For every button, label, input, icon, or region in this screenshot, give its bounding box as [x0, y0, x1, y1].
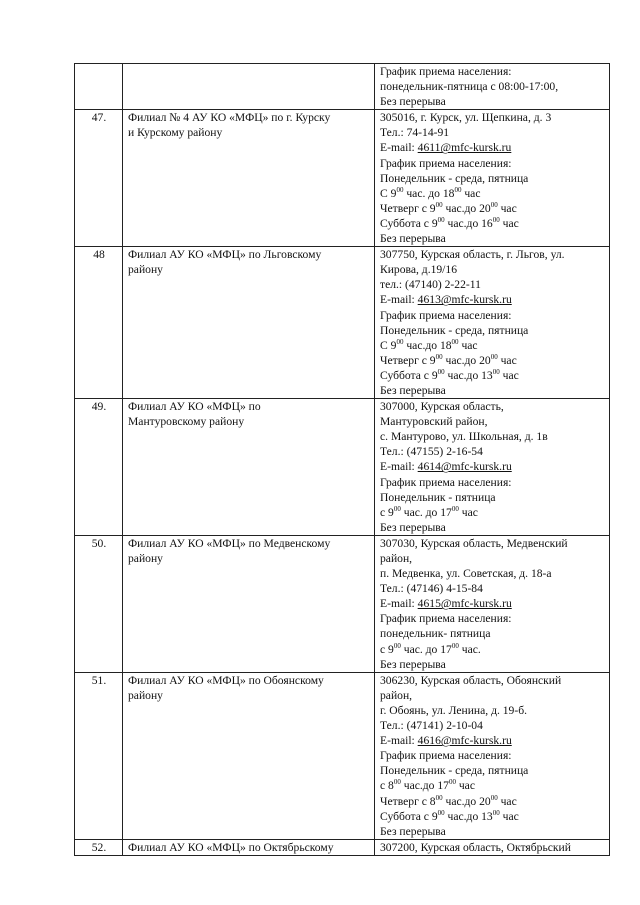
hours-start: с 9 — [380, 642, 394, 656]
hours-start-minutes: 00 — [396, 185, 404, 194]
branch-info-cell — [375, 110, 610, 247]
break-line: Без перерыва — [380, 657, 446, 671]
hours-start: Суббота с 9 — [380, 809, 438, 823]
row-number-cell — [75, 672, 123, 839]
hours-start: Четверг с 9 — [380, 353, 436, 367]
phone-line: тел.: (47140) 2-22-11 — [380, 278, 481, 292]
address-line: 306230, Курская область, Обоянский — [380, 673, 562, 687]
schedule-line: понедельник- пятница — [380, 627, 491, 641]
hours-start-minutes: 00 — [437, 808, 445, 817]
hours-unit: час — [455, 779, 475, 793]
hours-end: час.до 13 — [444, 809, 493, 823]
hours-unit: час — [499, 216, 519, 230]
hours-end: час. до 18 — [403, 186, 455, 200]
phone-line: Тел.: (47141) 2-10-04 — [380, 719, 483, 733]
hours-line — [380, 809, 605, 824]
row-number-cell — [75, 64, 123, 110]
branch-name-line: Филиал № 4 АУ КО «МФЦ» по г. Курску — [128, 111, 331, 125]
branch-name-line: району — [128, 263, 163, 277]
branch-name-line: Филиал АУ КО «МФЦ» по Льговскому — [128, 248, 322, 262]
branch-name-cell — [123, 672, 375, 839]
hours-unit: час — [458, 505, 478, 519]
address-line: 307000, Курская область, — [380, 400, 504, 414]
hours-unit: час — [499, 368, 519, 382]
address-line: с. Мантурово, ул. Школьная, д. 1в — [380, 430, 548, 444]
branch-info-cell — [375, 399, 610, 536]
branch-name-line: Филиал АУ КО «МФЦ» по Обоянскому — [128, 673, 324, 687]
hours-end: час.до 16 — [444, 216, 493, 230]
email-link[interactable]: 4613@mfc-kursk.ru — [417, 293, 512, 307]
email-label: E-mail: — [380, 597, 418, 611]
email-label: E-mail: — [380, 734, 418, 748]
hours-start-minutes: 00 — [437, 215, 445, 224]
email-line — [380, 140, 605, 155]
hours-line — [380, 201, 605, 216]
hours-unit: час — [458, 338, 478, 352]
table-row — [75, 535, 610, 672]
hours-start-minutes: 00 — [393, 641, 401, 650]
row-number-cell — [75, 399, 123, 536]
hours-unit: час — [499, 809, 519, 823]
hours-end-minutes: 00 — [448, 778, 456, 787]
break-line: Без перерыва — [380, 95, 446, 109]
schedule-line: График приема населения: — [380, 65, 512, 78]
hours-start: С 9 — [380, 186, 397, 200]
hours-start-minutes: 00 — [435, 352, 443, 361]
hours-end-minutes: 00 — [451, 641, 459, 650]
hours-start-minutes: 00 — [393, 504, 401, 513]
branch-name-line: Филиал АУ КО «МФЦ» по — [128, 400, 261, 414]
branch-info-cell — [375, 247, 610, 399]
row-number: 50. — [91, 536, 107, 550]
address-line: район, — [380, 552, 413, 565]
hours-end-minutes: 00 — [492, 808, 500, 817]
schedule-line: График приема населения: — [380, 612, 512, 626]
table-row — [75, 247, 610, 399]
email-link[interactable]: 4616@mfc-kursk.ru — [417, 734, 512, 748]
row-number-cell — [75, 535, 123, 672]
hours-line — [380, 778, 605, 793]
hours-line — [380, 186, 605, 201]
hours-unit: час — [461, 186, 481, 200]
branch-name-line: Филиал АУ КО «МФЦ» по Октябрьскому — [128, 840, 334, 854]
row-number-cell — [75, 110, 123, 247]
hours-end: час.до 20 — [442, 353, 491, 367]
address-line: Кирова, д.19/16 — [380, 263, 458, 277]
hours-line — [380, 216, 605, 231]
hours-line — [380, 353, 605, 368]
hours-start: с 8 — [380, 779, 394, 793]
break-line: Без перерыва — [380, 824, 446, 838]
table-row-continuation — [75, 64, 610, 110]
hours-start-minutes: 00 — [437, 367, 445, 376]
hours-start: с 9 — [380, 505, 394, 519]
hours-line — [380, 505, 605, 520]
branch-info-cell — [375, 535, 610, 672]
hours-start-minutes: 00 — [393, 778, 401, 787]
branch-info-cell — [375, 672, 610, 839]
branch-name-cell — [123, 110, 375, 247]
phone-line: Тел.: (47155) 2-16-54 — [380, 445, 483, 459]
hours-end-minutes: 00 — [492, 367, 500, 376]
schedule-line: Понедельник - среда, пятница — [380, 171, 529, 185]
branch-name-line: Филиал АУ КО «МФЦ» по Медвенскому — [128, 536, 331, 550]
branch-name-cell — [123, 535, 375, 672]
email-label: E-mail: — [380, 293, 418, 307]
hours-line — [380, 368, 605, 383]
branch-name-line: и Курскому району — [128, 126, 223, 140]
branch-name-line: району — [128, 552, 163, 565]
hours-end-minutes: 00 — [451, 504, 459, 513]
email-label: E-mail: — [380, 460, 418, 474]
address-line: 307750, Курская область, г. Льгов, ул. — [380, 248, 565, 262]
schedule-line: Понедельник - среда, пятница — [380, 764, 529, 778]
address-line: 307030, Курская область, Медвенский — [380, 536, 568, 550]
hours-start: С 9 — [380, 338, 397, 352]
email-line — [380, 596, 605, 611]
table-row — [75, 110, 610, 247]
row-number: 49. — [91, 400, 107, 414]
branches-table-body — [75, 64, 610, 856]
table-row — [75, 839, 610, 855]
email-label: E-mail: — [380, 141, 418, 155]
row-number: 47. — [91, 111, 107, 125]
break-line: Без перерыва — [380, 520, 446, 534]
hours-end: час. до 17 — [400, 505, 452, 519]
schedule-line: Понедельник - пятница — [380, 490, 496, 504]
table-row — [75, 672, 610, 839]
hours-unit: час — [497, 201, 517, 215]
hours-start: Суббота с 9 — [380, 368, 438, 382]
hours-start-minutes: 00 — [435, 200, 443, 209]
schedule-line: Понедельник - среда, пятница — [380, 323, 529, 337]
schedule-line: График приема населения: — [380, 156, 512, 170]
row-number-cell — [75, 839, 123, 855]
hours-end-minutes: 00 — [492, 215, 500, 224]
address-line: Мантуровский район, — [380, 415, 488, 429]
hours-line — [380, 642, 605, 657]
hours-start-minutes: 00 — [396, 337, 404, 346]
hours-unit: час. — [458, 642, 481, 656]
branch-name-cell — [123, 839, 375, 855]
phone-line: Тел.: 74-14-91 — [380, 126, 450, 140]
email-line — [380, 292, 605, 307]
break-line: Без перерыва — [380, 383, 446, 397]
email-line — [380, 733, 605, 748]
hours-end: час.до 17 — [400, 779, 449, 793]
row-number: 48 — [93, 248, 105, 262]
address-line: 307200, Курская область, Октябрьский — [380, 840, 571, 854]
row-number: 52. — [91, 840, 107, 854]
break-line: Без перерыва — [380, 232, 446, 246]
email-link[interactable]: 4614@mfc-kursk.ru — [417, 460, 512, 474]
branch-info-cell — [375, 64, 610, 110]
hours-start-minutes: 00 — [435, 793, 443, 802]
branch-name-cell — [123, 399, 375, 536]
table-row — [75, 399, 610, 536]
branches-table — [74, 63, 610, 856]
hours-end-minutes: 00 — [454, 185, 462, 194]
schedule-line: График приема населения: — [380, 749, 512, 763]
hours-line — [380, 338, 605, 353]
branch-info-cell — [375, 839, 610, 855]
hours-end: час.до 18 — [403, 338, 452, 352]
hours-end: час.до 13 — [444, 368, 493, 382]
hours-unit: час — [497, 353, 517, 367]
hours-end-minutes: 00 — [490, 200, 498, 209]
email-link[interactable]: 4611@mfc-kursk.ru — [417, 141, 512, 155]
hours-start: Четверг с 8 — [380, 794, 436, 808]
address-line: 305016, г. Курск, ул. Щепкина, д. 3 — [380, 111, 552, 125]
hours-unit: час — [497, 794, 517, 808]
branch-name-cell — [123, 64, 375, 110]
branch-name-line: району — [128, 688, 163, 702]
hours-end: час. до 17 — [400, 642, 452, 656]
hours-start: Четверг с 9 — [380, 201, 436, 215]
branch-name-line: Мантуровскому району — [128, 415, 245, 429]
address-line: г. Обоянь, ул. Ленина, д. 19-б. — [380, 703, 528, 717]
hours-end: час.до 20 — [442, 794, 491, 808]
email-line — [380, 459, 605, 474]
hours-end: час.до 20 — [442, 201, 491, 215]
hours-line — [380, 794, 605, 809]
phone-line: Тел.: (47146) 4-15-84 — [380, 582, 483, 596]
address-line: п. Медвенка, ул. Советская, д. 18-а — [380, 567, 552, 581]
hours-end-minutes: 00 — [490, 352, 498, 361]
hours-end-minutes: 00 — [451, 337, 459, 346]
row-number-cell — [75, 247, 123, 399]
row-number: 51. — [91, 673, 107, 687]
hours-start: Суббота с 9 — [380, 216, 438, 230]
schedule-line: График приема населения: — [380, 475, 512, 489]
schedule-line: График приема населения: — [380, 308, 512, 322]
hours-end-minutes: 00 — [490, 793, 498, 802]
email-link[interactable]: 4615@mfc-kursk.ru — [417, 597, 512, 611]
branch-name-cell — [123, 247, 375, 399]
schedule-line: понедельник-пятница с 08:00-17:00, — [380, 80, 559, 94]
address-line: район, — [380, 688, 413, 702]
